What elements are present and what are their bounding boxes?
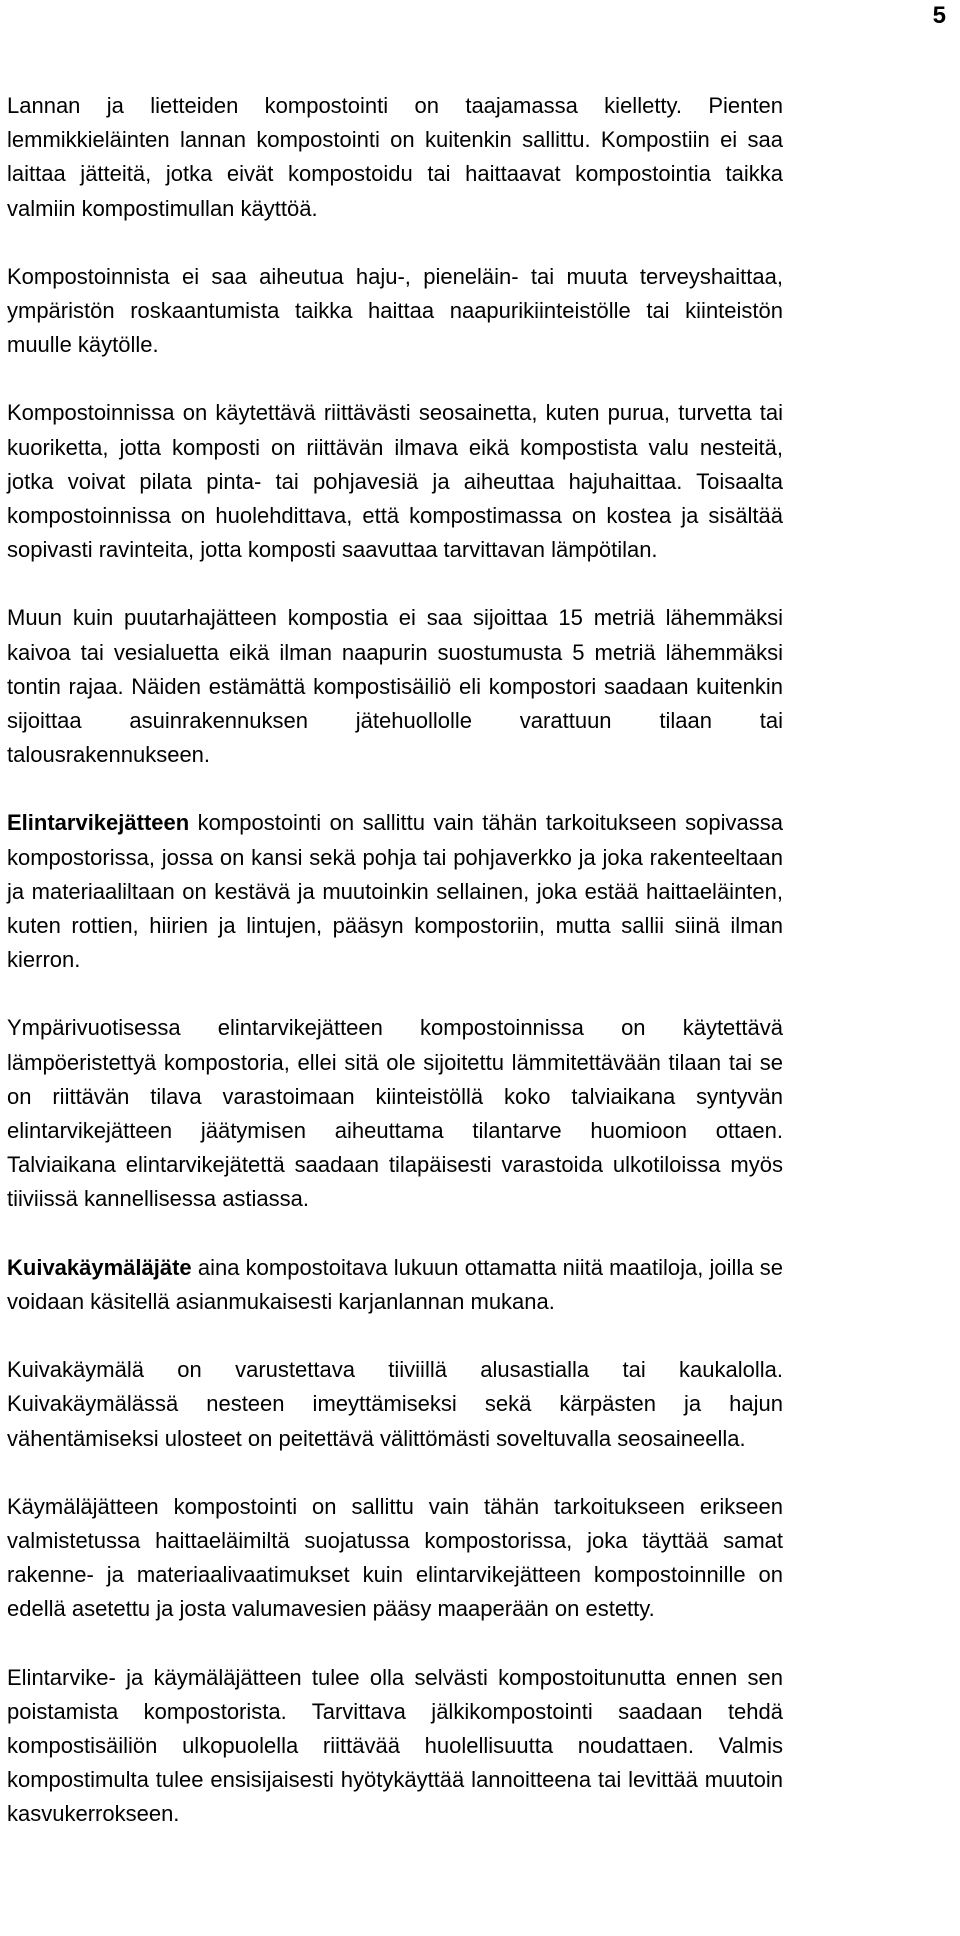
page-number: 5 <box>932 2 946 29</box>
document-body <box>7 89 783 1866</box>
paragraph-3-text: Kompostoinnissa on käytettävä riittävästi seosainetta, kuten purua, turvetta tai kuoriketta, jotta komposti on riittävän ilmava eikä kompostista valu nesteitä, jotka voivat pilata pinta- tai pohjavesiä ja aiheuttaa hajuhaittaa. Toisaalta kompostoinnissa on huolehdittava, että kompostimassa on kostea ja sisältää sopivasti ravinteita, jotta komposti saavuttaa tarvittavan lämpötilan. <box>7 400 783 563</box>
paragraph-8 <box>7 1353 783 1456</box>
paragraph-8-text: Kuivakäymälä on varustettava tiiviillä alusastialla tai kaukalolla. Kuivakäymälässä nesteen imeyttämiseksi sekä kärpästen ja hajun vähentämiseksi ulosteet on peitettävä välittömästi soveltuvalla seosaineella. <box>7 1357 783 1451</box>
paragraph-6-text: Ympärivuotisessa elintarvikejätteen kompostoinnissa on käytettävä lämpöeristettyä kompostoria, ellei sitä ole sijoitettu lämmitettävään tilaan tai se on riittävän tilava varastoimaan kiinteistöllä koko talviaikana syntyvän elintarvikejätteen jäätymisen aiheuttama tilantarve huomioon ottaen. Talviaikana elintarvikejätettä saadaan tilapäisesti varastoida ulkotiloissa myös tiiviissä kannellisessa astiassa. <box>7 1015 783 1212</box>
paragraph-7-lead: Kuivakäymäläjäte <box>7 1254 192 1280</box>
paragraph-2 <box>7 260 783 363</box>
paragraph-9-text: Käymäläjätteen kompostointi on sallittu vain tähän tarkoitukseen erikseen valmistetussa haittaeläimiltä suojatussa kompostorissa, joka täyttää samat rakenne- ja materiaalivaatimukset kuin elintarvikejätteen kompostoinnille on edellä asetettu ja josta valumavesien pääsy maaperään on estetty. <box>7 1493 783 1622</box>
paragraph-10-text: Elintarvike- ja käymäläjätteen tulee olla selvästi kompostoitunutta ennen sen poistamista kompostorista. Tarvittava jälkikompostointi saadaan tehdä kompostisäiliön ulkopuolella riittävää huolellisuutta noudattaen. Valmis kompostimulta tulee ensisijaisesti hyötykäyttää lannoitteena tai levittää muutoin kasvukerrokseen. <box>7 1664 783 1827</box>
paragraph-1-text: Lannan ja lietteiden kompostointi on taajamassa kielletty. Pienten lemmikkieläinten lannan kompostointi on kuitenkin sallittu. Kompostiin ei saa laittaa jätteitä, jotka eivät kompostoidu tai haittaavat kompostointia taikka valmiin kompostimullan käyttöä. <box>7 93 783 221</box>
paragraph-5-text: kompostointi on sallittu vain tähän tarkoitukseen sopivassa kompostorissa, jossa on kansi sekä pohja tai pohjaverkko ja joka rakenteeltaan ja materiaaliltaan on kestävä ja muutoinkin sellainen, joka estää haittaeläinten, kuten rottien, hiirien ja lintujen, pääsyn kompostoriin, mutta sallii siinä ilman kierron. <box>7 810 783 973</box>
paragraph-4 <box>7 601 783 772</box>
paragraph-7-text: aina kompostoitava lukuun ottamatta niitä maatiloja, joilla se voidaan käsitellä asianmukaisesti karjanlannan mukana. <box>7 1254 783 1314</box>
paragraph-4-text: Muun kuin puutarhajätteen kompostia ei saa sijoittaa 15 metriä lähemmäksi kaivoa tai vesialuetta eikä ilman naapurin suostumusta 5 metriä lähemmäksi tontin rajaa. Näiden estämättä kompostisäiliö eli kompostori saadaan kuitenkin sijoittaa asuinrakennuksen jätehuollolle varattuun tilaan tai talousrakennukseen. <box>7 605 783 768</box>
paragraph-2-text: Kompostoinnista ei saa aiheutua haju-, pieneläin- tai muuta terveyshaittaa, ympäristön roskaantumista taikka haittaa naapurikiinteistölle tai kiinteistön muulle käytölle. <box>7 263 783 358</box>
paragraph-5-lead: Elintarvikejätteen <box>7 810 190 836</box>
paragraph-7 <box>7 1251 783 1319</box>
paragraph-9 <box>7 1490 783 1627</box>
paragraph-6 <box>7 1011 783 1216</box>
paragraph-5 <box>7 806 783 977</box>
paragraph-10 <box>7 1661 783 1832</box>
paragraph-1 <box>7 89 783 226</box>
paragraph-3 <box>7 396 783 567</box>
